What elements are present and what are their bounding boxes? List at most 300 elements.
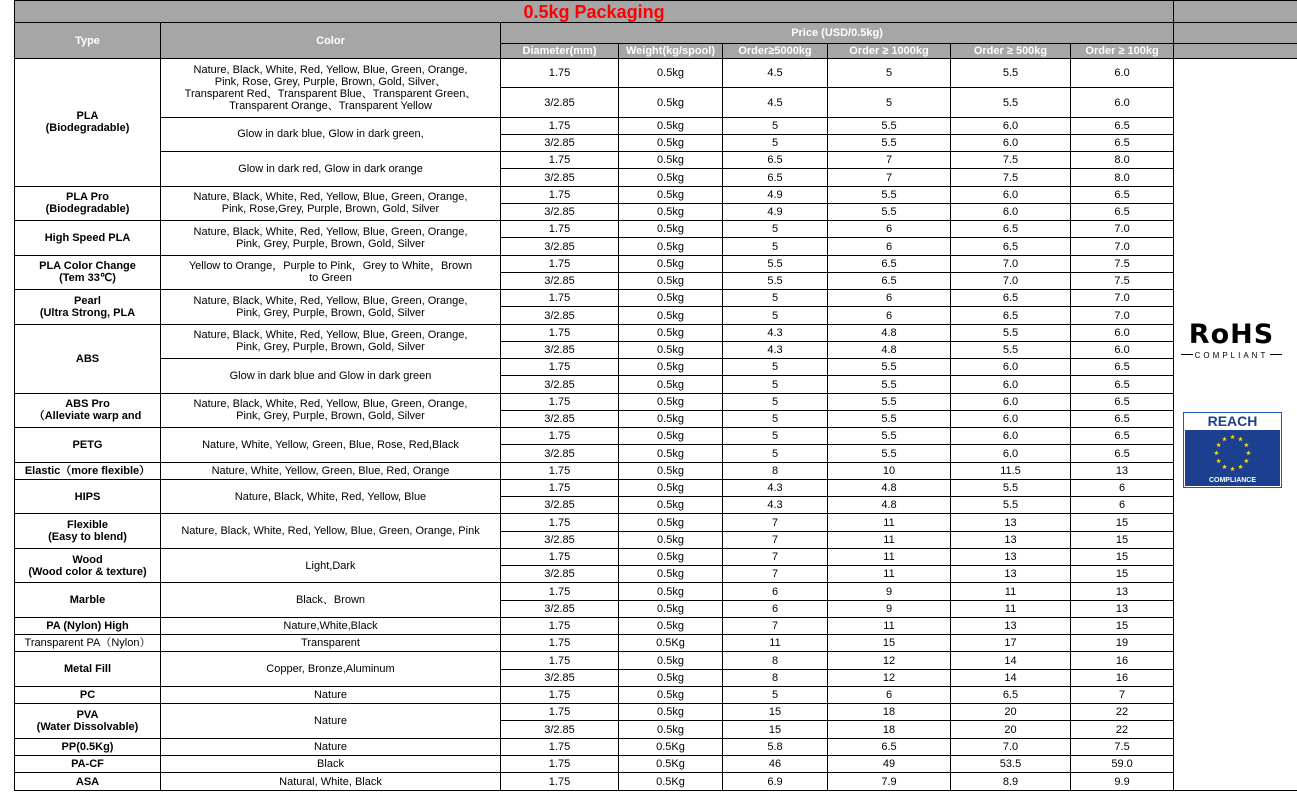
price-1000-cell: 7: [828, 152, 951, 169]
price-100-cell: 6.0: [1071, 88, 1174, 117]
price-1000-cell: 5.5: [828, 117, 951, 134]
table-row: [15, 755, 1297, 772]
diameter-cell: 3/2.85: [501, 410, 619, 427]
rohs-rule-right: [1270, 354, 1282, 355]
color-options-cell: [161, 738, 501, 755]
price-5000-cell: 6: [723, 600, 828, 617]
eu-flag-icon: [1185, 430, 1280, 476]
price-500-cell: 6.0: [951, 393, 1071, 410]
price-100-cell: 15: [1071, 548, 1174, 565]
color-options-text: Nature: [313, 740, 348, 753]
table-row: [15, 117, 1297, 134]
color-options-cell: [161, 652, 501, 687]
price-5000-cell: 4.5: [723, 88, 828, 117]
header-blank-cell: [1174, 43, 1297, 58]
diameter-cell: 1.75: [501, 428, 619, 445]
product-type-label: Metal Fill: [63, 663, 112, 676]
color-options-text: Black、Brown: [295, 594, 366, 607]
rohs-logo-text: RoHS: [1188, 319, 1275, 350]
diameter-cell: 1.75: [501, 359, 619, 376]
price-5000-cell: 7: [723, 514, 828, 531]
price-500-cell: 6.0: [951, 359, 1071, 376]
table-row: [15, 652, 1297, 669]
product-type-label: Elastic（more flexible）: [24, 464, 151, 477]
price-5000-cell: 5: [723, 221, 828, 238]
price-500-cell: 8.9: [951, 773, 1071, 791]
eu-star-icon: [1222, 437, 1227, 442]
price-500-cell: 5.5: [951, 88, 1071, 117]
price-5000-cell: 6.5: [723, 169, 828, 186]
color-options-text: Transparent Red、Transparent Blue、Transparent Green、: [184, 87, 477, 100]
price-500-cell: 6.5: [951, 238, 1071, 255]
sheet-title: 0.5kg Packaging: [15, 1, 1174, 23]
price-100-cell: 19: [1071, 635, 1174, 652]
diameter-cell: 1.75: [501, 755, 619, 772]
price-1000-cell: 4.8: [828, 497, 951, 514]
price-1000-cell: 10: [828, 462, 951, 479]
price-5000-cell: 6: [723, 583, 828, 600]
color-options-cell: [161, 548, 501, 583]
price-1000-cell: 7.9: [828, 773, 951, 791]
color-options-text: Nature, Black, White, Red, Yellow, Blue, Green, Orange,: [193, 191, 468, 204]
color-options-cell: [161, 152, 501, 187]
price-1000-cell: 49: [828, 755, 951, 772]
weight-cell: 0.5kg: [619, 376, 723, 393]
weight-cell: 0.5kg: [619, 58, 723, 87]
price-1000-cell: 12: [828, 652, 951, 669]
color-options-cell: [161, 583, 501, 618]
price-5000-cell: 5: [723, 445, 828, 462]
color-options-cell: [161, 117, 501, 152]
weight-cell: 0.5kg: [619, 88, 723, 117]
price-5000-cell: 5: [723, 428, 828, 445]
product-type-label: (Biodegradable): [45, 122, 130, 135]
diameter-cell: 1.75: [501, 686, 619, 703]
price-500-cell: 6.0: [951, 134, 1071, 151]
price-5000-cell: 5: [723, 376, 828, 393]
price-5000-cell: 8: [723, 669, 828, 686]
price-5000-cell: 11: [723, 635, 828, 652]
weight-cell: 0.5kg: [619, 410, 723, 427]
diameter-cell: 1.75: [501, 635, 619, 652]
product-type-label: PA-CF: [71, 758, 104, 771]
price-5000-cell: 5: [723, 134, 828, 151]
color-options-text: Glow in dark blue, Glow in dark green,: [237, 128, 424, 141]
product-type-cell: [15, 652, 161, 687]
color-options-text: Nature,White,Black: [283, 620, 378, 633]
product-type-cell: [15, 686, 161, 703]
weight-cell: 0.5kg: [619, 548, 723, 565]
price-5000-cell: 4.9: [723, 186, 828, 203]
price-1000-cell: 7: [828, 169, 951, 186]
price-500-cell: 13: [951, 548, 1071, 565]
header-blank-cell: [1174, 1, 1297, 23]
price-1000-cell: 6: [828, 238, 951, 255]
price-1000-cell: 18: [828, 704, 951, 721]
weight-cell: 0.5kg: [619, 221, 723, 238]
table-row: [15, 393, 1297, 410]
weight-cell: 0.5kg: [619, 566, 723, 583]
diameter-cell: 3/2.85: [501, 531, 619, 548]
table-row: [15, 255, 1297, 272]
price-100-cell: 6.5: [1071, 186, 1174, 203]
diameter-cell: 1.75: [501, 117, 619, 134]
product-type-label: Wood: [72, 553, 103, 566]
price-5000-cell: 4.3: [723, 497, 828, 514]
header-blank-cell: [1174, 23, 1297, 43]
price-1000-cell: 15: [828, 635, 951, 652]
diameter-cell: 1.75: [501, 738, 619, 755]
weight-cell: 0.5Kg: [619, 773, 723, 791]
price-1000-cell: 11: [828, 617, 951, 634]
diameter-cell: 1.75: [501, 773, 619, 791]
weight-cell: 0.5kg: [619, 324, 723, 341]
color-options-cell: [161, 617, 501, 634]
diameter-cell: 3/2.85: [501, 497, 619, 514]
diameter-cell: 1.75: [501, 479, 619, 496]
price-1000-cell: 18: [828, 721, 951, 738]
order-1000-header: Order ≥ 1000kg: [828, 43, 951, 58]
price-100-cell: 6.5: [1071, 393, 1174, 410]
weight-cell: 0.5kg: [619, 203, 723, 220]
price-500-cell: 14: [951, 669, 1071, 686]
product-type-cell: [15, 255, 161, 290]
table-row: [15, 514, 1297, 531]
price-100-cell: 6.5: [1071, 376, 1174, 393]
diameter-cell: 1.75: [501, 652, 619, 669]
weight-cell: 0.5kg: [619, 255, 723, 272]
price-5000-cell: 5.8: [723, 738, 828, 755]
weight-cell: 0.5kg: [619, 290, 723, 307]
price-100-cell: 6.5: [1071, 359, 1174, 376]
table-row: [15, 635, 1297, 652]
product-type-cell: [15, 186, 161, 221]
table-row: [15, 359, 1297, 376]
price-1000-cell: 5.5: [828, 410, 951, 427]
color-options-cell: [161, 428, 501, 463]
product-type-cell: [15, 479, 161, 514]
reach-compliance-text: COMPLIANCE: [1185, 476, 1280, 486]
price-5000-cell: 5: [723, 410, 828, 427]
eu-star-icon: [1214, 450, 1219, 455]
color-options-cell: [161, 290, 501, 325]
diameter-cell: 3/2.85: [501, 134, 619, 151]
product-type-label: ABS: [75, 352, 100, 365]
color-options-cell: [161, 462, 501, 479]
order-500-header: Order ≥ 500kg: [951, 43, 1071, 58]
price-1000-cell: 5: [828, 88, 951, 117]
color-options-text: Nature, Black, White, Red, Yellow, Blue, Green, Orange,: [193, 63, 468, 76]
product-type-cell: [15, 462, 161, 479]
weight-cell: 0.5kg: [619, 600, 723, 617]
color-options-text: Nature, Black, White, Red, Yellow, Blue, Green, Orange, Pink: [181, 525, 480, 538]
product-type-label: (Wood color & texture): [28, 565, 147, 578]
weight-cell: 0.5kg: [619, 686, 723, 703]
color-options-text: Glow in dark blue and Glow in dark green: [229, 369, 432, 382]
price-5000-cell: 5.5: [723, 272, 828, 289]
color-options-text: Natural, White, Black: [279, 775, 382, 788]
table-row: [15, 479, 1297, 496]
product-type-label: Marble: [69, 594, 106, 607]
weight-cell: 0.5Kg: [619, 635, 723, 652]
color-options-cell: [161, 393, 501, 428]
eu-star-icon: [1244, 442, 1249, 447]
product-type-cell: [15, 583, 161, 618]
weight-cell: 0.5kg: [619, 272, 723, 289]
price-500-cell: 7.5: [951, 152, 1071, 169]
color-options-text: Nature, Black, White, Red, Yellow, Blue: [234, 490, 427, 503]
color-options-text: Nature: [313, 689, 348, 702]
product-type-label: Transparent PA（Nylon）: [24, 637, 151, 650]
diameter-cell: 1.75: [501, 514, 619, 531]
price-1000-cell: 6: [828, 686, 951, 703]
order-5000-header: Order≥5000kg: [723, 43, 828, 58]
price-1000-cell: 11: [828, 531, 951, 548]
color-options-text: Pink, Grey, Purple, Brown, Gold, Silver: [236, 341, 425, 354]
product-type-label: PP(0.5Kg): [61, 740, 114, 753]
weight-cell: 0.5kg: [619, 497, 723, 514]
diameter-cell: 1.75: [501, 704, 619, 721]
product-type-cell: [15, 635, 161, 652]
weight-cell: 0.5Kg: [619, 755, 723, 772]
color-options-cell: [161, 186, 501, 221]
price-500-cell: 13: [951, 566, 1071, 583]
diameter-cell: 1.75: [501, 186, 619, 203]
price-500-cell: 7.5: [951, 169, 1071, 186]
color-options-cell: [161, 755, 501, 772]
table-row: [15, 58, 1297, 87]
product-type-label: Flexible: [67, 519, 108, 532]
price-500-cell: 7.0: [951, 272, 1071, 289]
price-5000-cell: 46: [723, 755, 828, 772]
color-options-text: Nature: [313, 714, 348, 727]
price-1000-cell: 12: [828, 669, 951, 686]
price-500-cell: 6.0: [951, 428, 1071, 445]
product-type-label: (Tem 33℃): [59, 272, 116, 285]
color-options-text: Copper, Bronze,Aluminum: [266, 663, 395, 676]
weight-cell: 0.5kg: [619, 704, 723, 721]
product-type-label: PETG: [72, 438, 103, 451]
color-options-cell: [161, 686, 501, 703]
product-type-cell: [15, 738, 161, 755]
product-type-cell: [15, 773, 161, 791]
color-header: Color: [161, 23, 501, 59]
diameter-cell: 1.75: [501, 324, 619, 341]
price-group-header: Price (USD/0.5kg): [501, 23, 1174, 43]
price-100-cell: 13: [1071, 462, 1174, 479]
diameter-cell: 3/2.85: [501, 566, 619, 583]
order-100-header: Order ≥ 100kg: [1071, 43, 1174, 58]
price-1000-cell: 5.5: [828, 359, 951, 376]
price-1000-cell: 6: [828, 221, 951, 238]
price-1000-cell: 11: [828, 548, 951, 565]
color-options-text: Light,Dark: [305, 559, 356, 572]
price-100-cell: 15: [1071, 514, 1174, 531]
color-options-cell: [161, 58, 501, 117]
price-500-cell: 6.5: [951, 307, 1071, 324]
color-options-text: Transparent Orange、Transparent Yellow: [229, 99, 432, 112]
price-500-cell: 11: [951, 600, 1071, 617]
price-500-cell: 6.0: [951, 203, 1071, 220]
price-100-cell: 8.0: [1071, 152, 1174, 169]
price-100-cell: 6.0: [1071, 341, 1174, 358]
price-1000-cell: 5.5: [828, 445, 951, 462]
color-options-text: Transparent: [301, 637, 360, 650]
weight-cell: 0.5kg: [619, 514, 723, 531]
table-row: [15, 548, 1297, 565]
color-options-text: Pink, Grey, Purple, Brown, Gold, Silver: [236, 306, 425, 319]
product-type-cell: [15, 704, 161, 739]
price-500-cell: 14: [951, 652, 1071, 669]
price-100-cell: 8.0: [1071, 169, 1174, 186]
diameter-cell: 1.75: [501, 462, 619, 479]
rohs-compliant-text: COMPLIANT: [1194, 351, 1269, 360]
product-type-label: HIPS: [74, 490, 101, 503]
weight-cell: 0.5kg: [619, 117, 723, 134]
price-1000-cell: 5.5: [828, 134, 951, 151]
price-5000-cell: 15: [723, 721, 828, 738]
color-options-text: Nature, Black, White, Red, Yellow, Blue, Green, Orange,: [193, 329, 468, 342]
diameter-cell: 3/2.85: [501, 272, 619, 289]
eu-star-icon: [1244, 458, 1249, 463]
diameter-header: Diameter(mm): [501, 43, 619, 58]
price-500-cell: 20: [951, 721, 1071, 738]
price-1000-cell: 9: [828, 583, 951, 600]
color-options-cell: [161, 324, 501, 359]
eu-stars-icon: [1185, 430, 1280, 476]
color-options-cell: [161, 221, 501, 256]
price-100-cell: 6.5: [1071, 117, 1174, 134]
price-1000-cell: 6.5: [828, 255, 951, 272]
rohs-badge: [1181, 320, 1282, 366]
price-500-cell: 5.5: [951, 324, 1071, 341]
product-type-cell: [15, 755, 161, 772]
weight-cell: 0.5kg: [619, 445, 723, 462]
price-100-cell: 22: [1071, 704, 1174, 721]
price-5000-cell: 5: [723, 117, 828, 134]
price-5000-cell: 7: [723, 566, 828, 583]
table-row: [15, 686, 1297, 703]
price-1000-cell: 4.8: [828, 324, 951, 341]
diameter-cell: 1.75: [501, 255, 619, 272]
table-row: [15, 773, 1297, 791]
product-type-label: Pearl: [74, 294, 101, 307]
price-5000-cell: 7: [723, 548, 828, 565]
price-1000-cell: 4.8: [828, 341, 951, 358]
price-100-cell: 7.5: [1071, 272, 1174, 289]
diameter-cell: 3/2.85: [501, 445, 619, 462]
price-5000-cell: 4.3: [723, 341, 828, 358]
table-row: [15, 324, 1297, 341]
price-5000-cell: 4.9: [723, 203, 828, 220]
price-100-cell: 15: [1071, 531, 1174, 548]
price-500-cell: 6.5: [951, 290, 1071, 307]
product-type-cell: [15, 548, 161, 583]
product-type-label: PA (Nylon) High: [46, 620, 129, 633]
price-500-cell: 17: [951, 635, 1071, 652]
diameter-cell: 3/2.85: [501, 376, 619, 393]
color-options-text: Pink, Grey, Purple, Brown, Gold, Silver: [236, 237, 425, 250]
product-type-label: (Water Dissolvable): [36, 720, 139, 733]
color-options-cell: [161, 635, 501, 652]
color-options-cell: [161, 359, 501, 394]
diameter-cell: 1.75: [501, 290, 619, 307]
price-500-cell: 20: [951, 704, 1071, 721]
price-5000-cell: 4.5: [723, 58, 828, 87]
color-options-text: Black: [317, 758, 344, 771]
diameter-cell: 3/2.85: [501, 169, 619, 186]
price-100-cell: 6.0: [1071, 58, 1174, 87]
price-100-cell: 6.5: [1071, 203, 1174, 220]
price-100-cell: 22: [1071, 721, 1174, 738]
price-1000-cell: 6.5: [828, 272, 951, 289]
price-500-cell: 6.0: [951, 445, 1071, 462]
diameter-cell: 3/2.85: [501, 88, 619, 117]
diameter-cell: 3/2.85: [501, 203, 619, 220]
weight-cell: 0.5kg: [619, 134, 723, 151]
price-1000-cell: 11: [828, 514, 951, 531]
table-row: [15, 617, 1297, 634]
weight-cell: 0.5kg: [619, 428, 723, 445]
product-type-cell: [15, 58, 161, 186]
color-options-text: Nature, Black, White, Red, Yellow, Blue, Green, Orange,: [193, 398, 468, 411]
price-500-cell: 5.5: [951, 341, 1071, 358]
weight-cell: 0.5kg: [619, 617, 723, 634]
eu-star-icon: [1238, 464, 1243, 469]
price-5000-cell: 8: [723, 652, 828, 669]
price-500-cell: 53.5: [951, 755, 1071, 772]
table-row: [15, 462, 1297, 479]
color-options-text: Nature, White, Yellow, Green, Blue, Rose, Red,Black: [202, 438, 459, 451]
price-1000-cell: 4.8: [828, 479, 951, 496]
price-5000-cell: 6.5: [723, 152, 828, 169]
price-100-cell: 6: [1071, 479, 1174, 496]
title-row: [15, 1, 1297, 23]
eu-star-icon: [1216, 458, 1221, 463]
color-options-text: Nature, White, Yellow, Green, Blue, Red, Orange: [211, 464, 450, 477]
price-100-cell: 7.0: [1071, 221, 1174, 238]
price-5000-cell: 5: [723, 290, 828, 307]
weight-cell: 0.5kg: [619, 169, 723, 186]
color-options-cell: [161, 479, 501, 514]
price-500-cell: 7.0: [951, 255, 1071, 272]
price-100-cell: 7: [1071, 686, 1174, 703]
product-type-cell: [15, 221, 161, 256]
price-500-cell: 6.0: [951, 376, 1071, 393]
weight-cell: 0.5kg: [619, 307, 723, 324]
price-5000-cell: 6.9: [723, 773, 828, 791]
weight-cell: 0.5kg: [619, 186, 723, 203]
price-100-cell: 13: [1071, 600, 1174, 617]
table-row: [15, 428, 1297, 445]
weight-cell: 0.5kg: [619, 359, 723, 376]
header-row-1: [15, 23, 1297, 43]
color-options-cell: [161, 773, 501, 791]
price-1000-cell: 5.5: [828, 376, 951, 393]
price-100-cell: 6.5: [1071, 428, 1174, 445]
price-500-cell: 5.5: [951, 58, 1071, 87]
price-1000-cell: 11: [828, 566, 951, 583]
diameter-cell: 1.75: [501, 221, 619, 238]
price-1000-cell: 5.5: [828, 186, 951, 203]
price-500-cell: 13: [951, 531, 1071, 548]
weight-cell: 0.5kg: [619, 341, 723, 358]
price-500-cell: 5.5: [951, 479, 1071, 496]
price-100-cell: 16: [1071, 669, 1174, 686]
price-500-cell: 6.5: [951, 686, 1071, 703]
diameter-cell: 1.75: [501, 393, 619, 410]
price-1000-cell: 6: [828, 290, 951, 307]
